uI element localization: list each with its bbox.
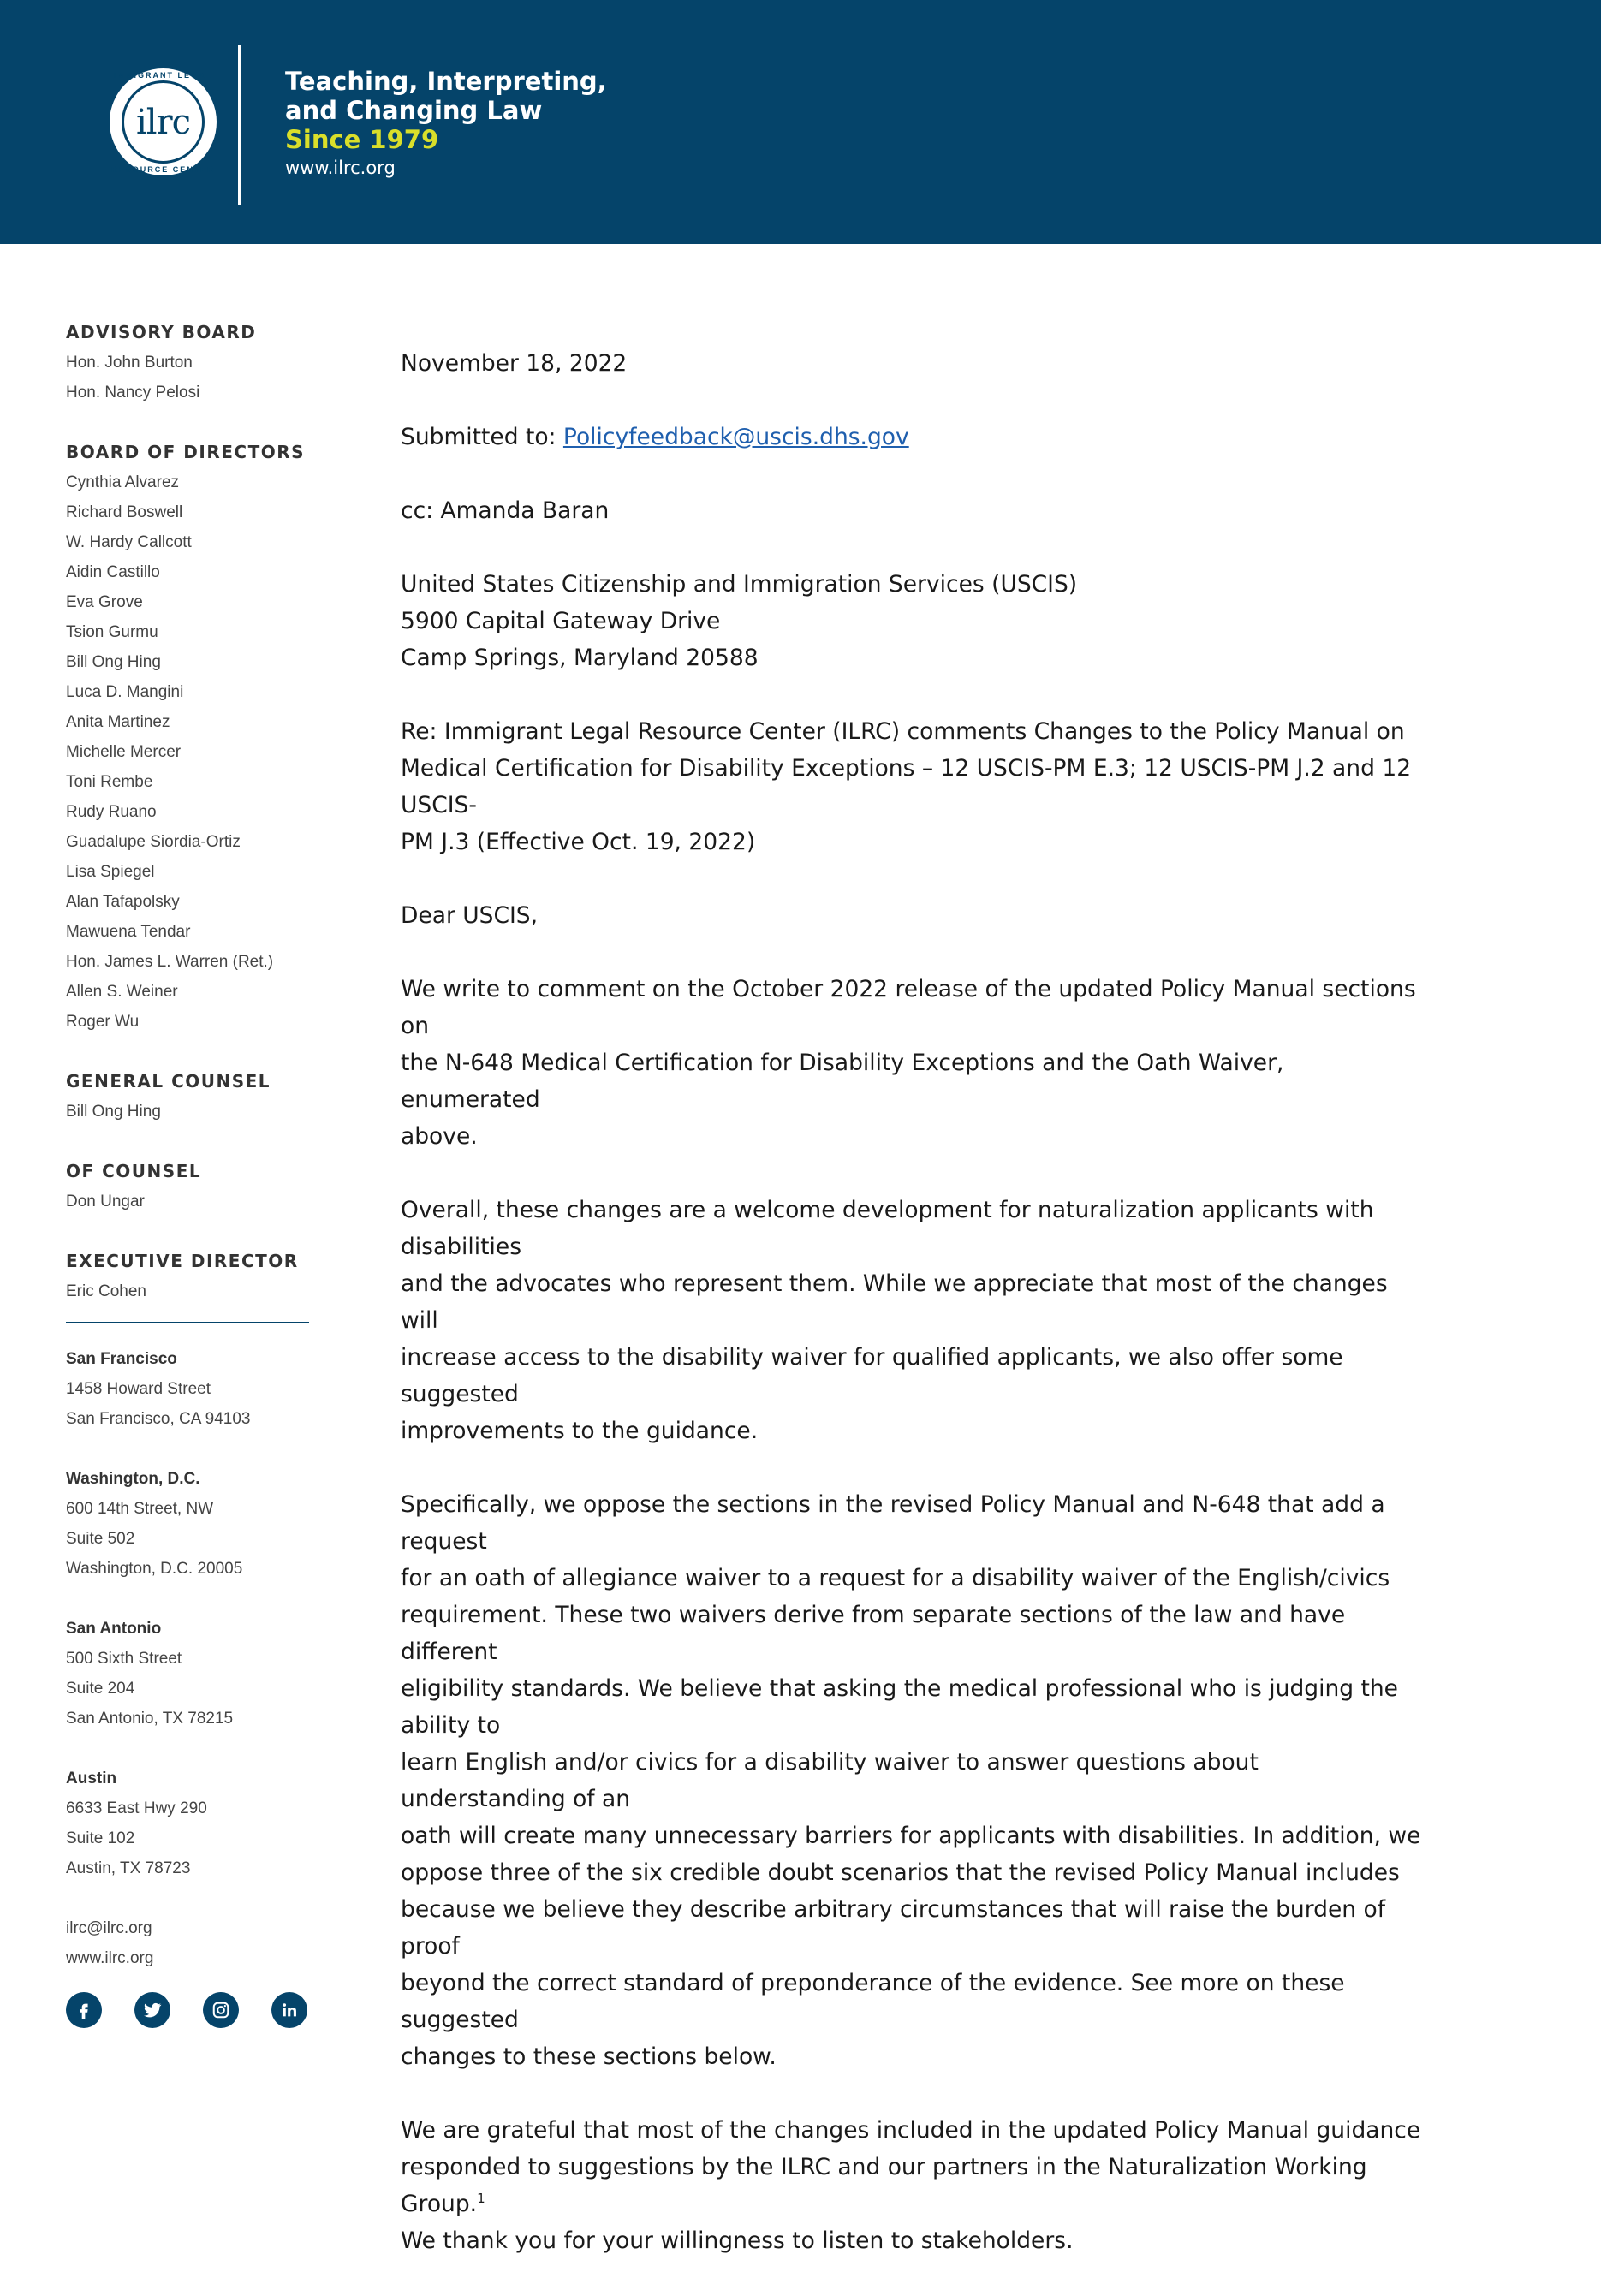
logo-wordmark: ilrc bbox=[135, 102, 191, 142]
re-line-text: Re: Immigrant Legal Resource Center (ILRC) comments Changes to the Policy Manual on bbox=[401, 718, 1405, 745]
contact-website[interactable]: www.ilrc.org bbox=[66, 1949, 154, 1967]
contact-email[interactable]: ilrc@ilrc.org bbox=[66, 1919, 152, 1937]
paragraph-line: learn English and/or civics for a disability waiver to answer questions about understanding of an bbox=[401, 1749, 1259, 1812]
board-member: Toni Rembe bbox=[66, 773, 153, 791]
office-address-line: 600 14th Street, NW bbox=[66, 1500, 214, 1518]
paragraph-line: increase access to the disability waiver for qualified applicants, we also offer some suggested bbox=[401, 1344, 1343, 1407]
re-line-text: PM J.3 (Effective Oct. 19, 2022) bbox=[401, 829, 756, 855]
letter-body bbox=[401, 345, 1421, 2296]
paragraph-line: oath will create many unnecessary barriers for applicants with disabilities. In addition, we bbox=[401, 1823, 1421, 1849]
executive-director-member: Eric Cohen bbox=[66, 1282, 146, 1300]
office-address-line: 6633 East Hwy 290 bbox=[66, 1799, 207, 1817]
board-member: Aidin Castillo bbox=[66, 563, 160, 581]
board-member: Tsion Gurmu bbox=[66, 623, 158, 641]
tagline-line-1: Teaching, Interpreting, bbox=[285, 67, 607, 96]
board-member: Roger Wu bbox=[66, 1013, 140, 1031]
board-of-directors-heading: BOARD OF DIRECTORS bbox=[66, 442, 306, 462]
office-address-line: Suite 102 bbox=[66, 1829, 135, 1847]
recipient-address bbox=[401, 566, 1421, 676]
office-address-line: Suite 502 bbox=[66, 1530, 135, 1548]
office-address-line: Washington, D.C. 20005 bbox=[66, 1560, 243, 1578]
re-line-text: Medical Certification for Disability Exceptions – 12 USCIS-PM E.3; 12 USCIS-PM J.2 and 12 USCIS- bbox=[401, 755, 1412, 818]
office-city: Austin bbox=[66, 1770, 117, 1787]
office-block bbox=[66, 1764, 323, 1883]
header-website[interactable]: www.ilrc.org bbox=[285, 158, 396, 178]
address-line: United States Citizenship and Immigration Services (USCIS) bbox=[401, 571, 1078, 598]
paragraph-line: for an oath of allegiance waiver to a request for a disability waiver of the English/civics bbox=[401, 1565, 1390, 1591]
paragraph-line: improvements to the guidance. bbox=[401, 1418, 759, 1444]
office-address-line: San Francisco, CA 94103 bbox=[66, 1410, 251, 1428]
office-addresses bbox=[66, 1344, 323, 1883]
paragraph-2 bbox=[401, 1192, 1421, 1449]
board-member: Guadalupe Siordia-Ortiz bbox=[66, 833, 241, 851]
tagline-line-2: and Changing Law bbox=[285, 96, 543, 125]
board-member: Richard Boswell bbox=[66, 503, 183, 521]
logo-inner-ring bbox=[122, 80, 205, 164]
paragraph-4 bbox=[401, 2112, 1421, 2259]
tagline-since: Since 1979 bbox=[285, 125, 439, 154]
paragraph-line: Specifically, we oppose the sections in the revised Policy Manual and N-648 that add a request bbox=[401, 1491, 1385, 1555]
board-member: Mawuena Tendar bbox=[66, 923, 191, 941]
cc-line: cc: Amanda Baran bbox=[401, 497, 610, 524]
board-member: Anita Martinez bbox=[66, 713, 170, 731]
facebook-icon[interactable] bbox=[66, 1992, 102, 2028]
of-counsel-heading: OF COUNSEL bbox=[66, 1161, 202, 1181]
board-member: Hon. James L. Warren (Ret.) bbox=[66, 953, 274, 971]
submitted-to-label: Submitted to: bbox=[401, 424, 563, 450]
paragraph-line: Overall, these changes are a welcome development for naturalization applicants with disabilities bbox=[401, 1197, 1374, 1260]
header-banner bbox=[0, 0, 1601, 244]
address-line: Camp Springs, Maryland 20588 bbox=[401, 645, 759, 671]
paragraph-line: above. bbox=[401, 1123, 478, 1150]
board-member: Lisa Spiegel bbox=[66, 863, 155, 881]
advisory-board-member: Hon. Nancy Pelosi bbox=[66, 384, 200, 402]
board-member: W. Hardy Callcott bbox=[66, 533, 192, 551]
board-member: Eva Grove bbox=[66, 593, 143, 611]
salutation: Dear USCIS, bbox=[401, 902, 539, 929]
letterhead-sidebar bbox=[66, 317, 323, 2028]
address-line: 5900 Capital Gateway Drive bbox=[401, 608, 721, 634]
board-member: Cynthia Alvarez bbox=[66, 473, 180, 491]
board-member: Alan Tafapolsky bbox=[66, 893, 180, 911]
board-member: Michelle Mercer bbox=[66, 743, 182, 761]
submitted-to-line bbox=[401, 419, 1421, 455]
of-counsel-list bbox=[66, 1187, 323, 1216]
paragraph-line: We write to comment on the October 2022 release of the updated Policy Manual sections on bbox=[401, 976, 1416, 1039]
office-address-line: Austin, TX 78723 bbox=[66, 1859, 191, 1877]
general-counsel-member: Bill Ong Hing bbox=[66, 1103, 161, 1121]
advisory-board-heading: ADVISORY BOARD bbox=[66, 322, 257, 342]
board-of-directors-list bbox=[66, 467, 323, 1037]
paragraph-line: changes to these sections below. bbox=[401, 2043, 777, 2070]
header-divider bbox=[238, 45, 241, 205]
paragraph-3 bbox=[401, 1486, 1421, 2075]
board-member: Bill Ong Hing bbox=[66, 653, 161, 671]
social-links bbox=[66, 1992, 323, 2028]
instagram-icon[interactable] bbox=[203, 1992, 239, 2028]
office-block bbox=[66, 1614, 323, 1734]
linkedin-icon[interactable] bbox=[271, 1992, 307, 2028]
office-block bbox=[66, 1344, 323, 1434]
board-member: Allen S. Weiner bbox=[66, 983, 178, 1001]
logo-arc-text-top: IMMIGRANT LEGAL bbox=[114, 71, 212, 80]
paragraph-line: and the advocates who represent them. While we appreciate that most of the changes will bbox=[401, 1270, 1388, 1334]
general-counsel-heading: GENERAL COUNSEL bbox=[66, 1071, 271, 1091]
twitter-icon[interactable] bbox=[134, 1992, 170, 2028]
paragraph-line: eligibility standards. We believe that asking the medical professional who is judging the ability to bbox=[401, 1675, 1398, 1739]
paragraph-line: We are grateful that most of the changes included in the updated Policy Manual guidance bbox=[401, 2117, 1421, 2144]
paragraph-line: requirement. These two waivers derive from separate sections of the law and have different bbox=[401, 1602, 1346, 1665]
advisory-board-member: Hon. John Burton bbox=[66, 354, 193, 372]
paragraph-line: We thank you for your willingness to listen to stakeholders. bbox=[401, 2228, 1074, 2254]
office-address-line: San Antonio, TX 78215 bbox=[66, 1710, 234, 1728]
re-line bbox=[401, 713, 1421, 860]
ilrc-logo bbox=[110, 68, 217, 175]
board-member: Rudy Ruano bbox=[66, 803, 157, 821]
paragraph-line: responded to suggestions by the ILRC and our partners in the Naturalization Working Group. bbox=[401, 2154, 1367, 2217]
office-address-line: 1458 Howard Street bbox=[66, 1380, 211, 1398]
paragraph-line: beyond the correct standard of preponderance of the evidence. See more on these suggested bbox=[401, 1970, 1345, 2033]
advisory-board-list bbox=[66, 348, 323, 407]
office-city: Washington, D.C. bbox=[66, 1470, 200, 1488]
footnote-marker[interactable]: 1 bbox=[477, 2191, 485, 2207]
board-member: Luca D. Mangini bbox=[66, 683, 184, 701]
general-counsel-list bbox=[66, 1097, 323, 1127]
office-city: San Antonio bbox=[66, 1620, 162, 1638]
logo-arc-text-bottom: RESOURCE CENTER bbox=[111, 165, 215, 174]
executive-director-list bbox=[66, 1276, 323, 1306]
of-counsel-member: Don Ungar bbox=[66, 1193, 145, 1210]
executive-director-heading: EXECUTIVE DIRECTOR bbox=[66, 1251, 299, 1271]
office-address-line: 500 Sixth Street bbox=[66, 1650, 182, 1668]
letter-date: November 18, 2022 bbox=[401, 350, 628, 377]
sidebar-divider bbox=[66, 1322, 309, 1323]
policy-feedback-email-link[interactable]: Policyfeedback@uscis.dhs.gov bbox=[562, 424, 909, 450]
paragraph-line: the N-648 Medical Certification for Disability Exceptions and the Oath Waiver, enumerated bbox=[401, 1050, 1284, 1113]
paragraph-line: oppose three of the six credible doubt scenarios that the revised Policy Manual includes bbox=[401, 1859, 1400, 1886]
office-address-line: Suite 204 bbox=[66, 1680, 135, 1698]
office-block bbox=[66, 1464, 323, 1584]
office-city: San Francisco bbox=[66, 1350, 177, 1368]
paragraph-line: because we believe they describe arbitrary circumstances that will raise the burden of proof bbox=[401, 1896, 1386, 1960]
paragraph-1 bbox=[401, 971, 1421, 1155]
